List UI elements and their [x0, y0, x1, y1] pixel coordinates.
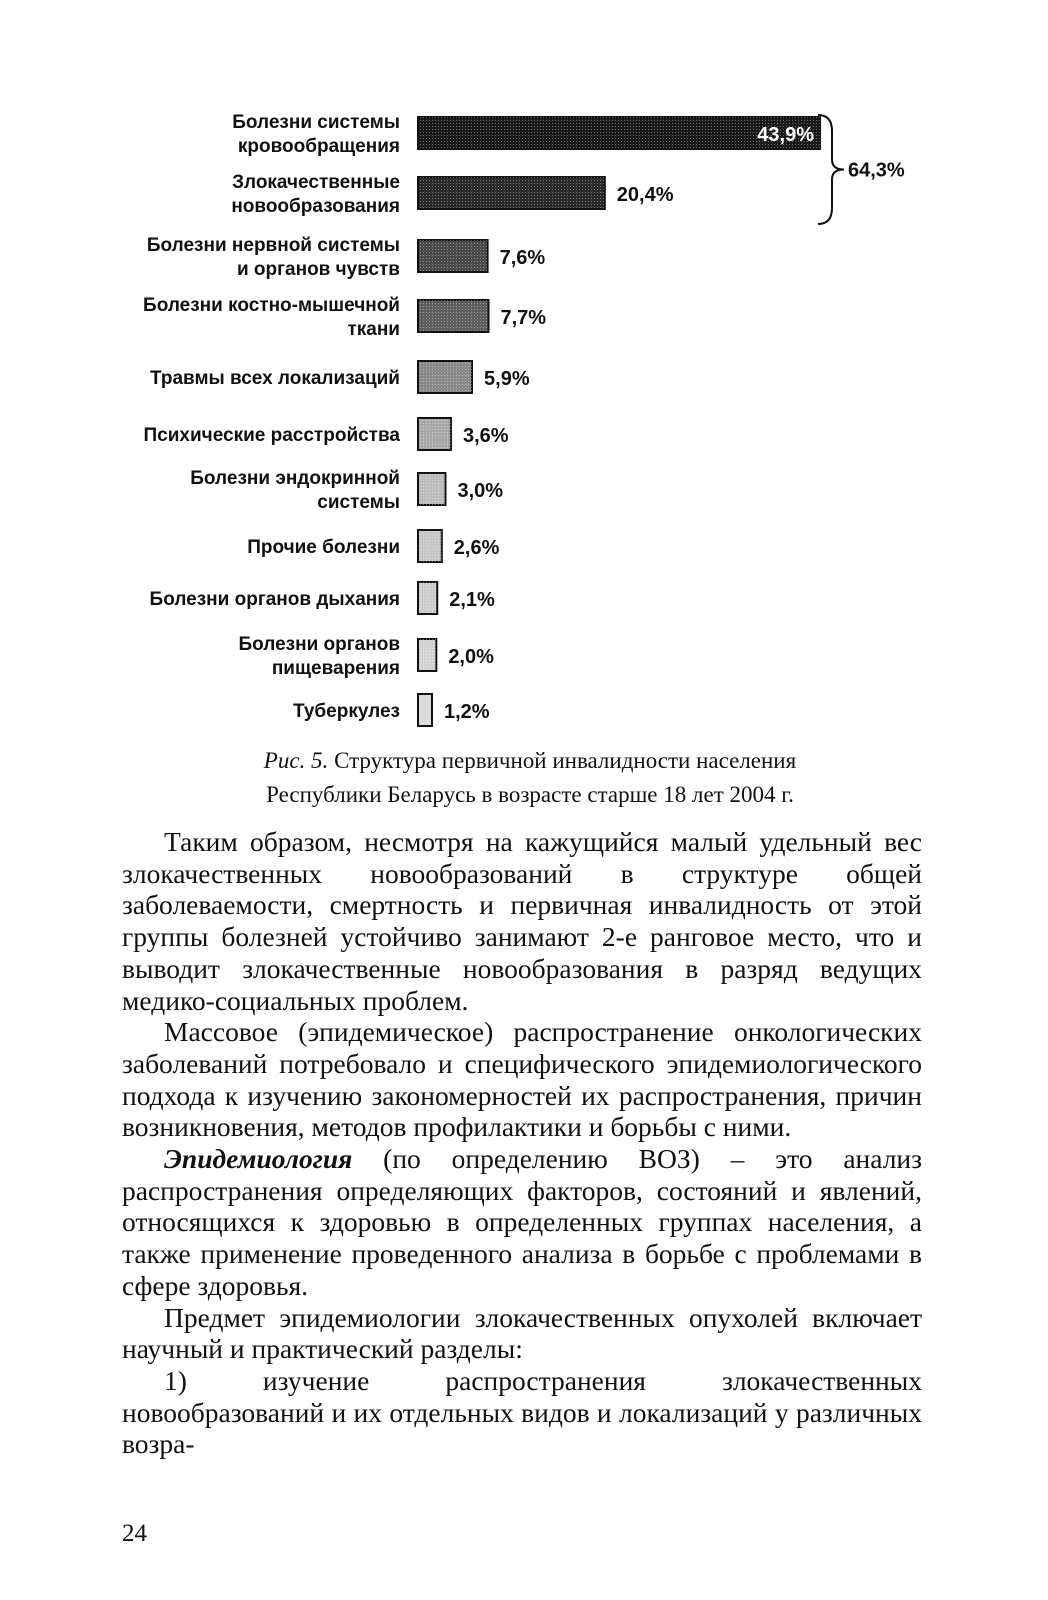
category-label-0: Болезни системы кровообращения [232, 112, 400, 157]
category-label-5: Психические расстройства [143, 425, 400, 446]
bar-texture-3 [418, 300, 489, 332]
bar-texture-1 [418, 177, 605, 209]
caption-line-1 [150, 744, 910, 778]
value-label-7: 2,6% [453, 537, 500, 559]
category-label-3: Болезни костно-мышечной ткани [143, 295, 400, 340]
value-label-0: 43,9% [757, 124, 814, 146]
bar-texture-8 [418, 582, 437, 614]
term-epidemiology: Эпидемиология [164, 1143, 353, 1175]
category-label-8: Болезни органов дыхания [149, 589, 400, 610]
value-label-4: 5,9% [484, 368, 530, 390]
category-label-7: Прочие болезни [247, 537, 400, 558]
page-number: 24 [122, 1520, 147, 1547]
category-label-1: Злокачественные новообразования [231, 172, 400, 217]
bars-layer [418, 117, 820, 726]
value-label-3: 7,7% [500, 307, 547, 329]
bar-texture-9 [418, 639, 436, 671]
value-label-5: 3,6% [462, 425, 509, 447]
bar-texture-5 [418, 418, 451, 450]
bar-texture-10 [418, 694, 432, 726]
caption-line-2: Республики Беларусь в возрасте старше 18 лет 2004 г. [266, 782, 794, 807]
category-label-6: Болезни эндокринной системы [190, 468, 400, 513]
value-label-6: 3,0% [457, 480, 504, 502]
body-text [122, 826, 922, 1460]
bar-texture-2 [418, 240, 488, 272]
category-labels-layer [143, 112, 400, 722]
paragraph-1: Таким образом, несмотря на кажущийся малый удельный вес злокачественных новообразований в структуре общей заболеваемости, смертность и первичная инвалидность от этой группы болезней устойчиво занимают 2-е ранговое место, что и выводит злокачественные новообразования в разряд ведущих медико-социальных проблем. [122, 826, 922, 1016]
paragraph-5: 1) изучение распространения злокачественных новообразований и их отдельных видов и локализаций у различных возра- [122, 1364, 922, 1460]
value-label-1: 20,4% [616, 184, 674, 206]
value-label-10: 1,2% [444, 701, 490, 723]
paragraph-4: Предмет эпидемиологии злокачественных опухолей включает научный и практический разделы: [122, 1301, 922, 1365]
disability-structure-bar-chart [0, 0, 1048, 740]
value-label-2: 7,6% [499, 247, 546, 269]
category-label-4: Травмы всех локализаций [149, 368, 400, 389]
paragraph-3-text: (по определению ВОЗ) – это анализ распространения определяющих факторов, состояний и явлений, относящихся к здоровью в определенных группах населения, а также применение проведенного анализа в борьбе с проблемами в сфере здоровья. [122, 1143, 922, 1301]
figure-caption [150, 744, 910, 812]
bracket-curve [818, 115, 844, 224]
sum-bracket [818, 115, 905, 224]
paragraph-2: Массовое (эпидемическое) распространение онкологических заболеваний потребовало и специфического эпидемиологического подхода к изучению закономерностей их распространения, причин возникновения, методов профилактики и борьбы с ними. [122, 1016, 922, 1143]
caption-text-1: Структура первичной инвалидности населения [334, 748, 797, 773]
category-label-2: Болезни нервной системы и органов чувств [146, 235, 400, 280]
bracket-sum-label: 64,3% [848, 159, 905, 182]
bar-texture-7 [418, 530, 442, 562]
bar-texture-4 [418, 361, 472, 393]
value-labels-layer [444, 124, 814, 723]
category-label-10: Туберкулез [292, 701, 400, 722]
value-label-8: 2,1% [449, 589, 495, 611]
category-label-9: Болезни органов пищеварения [238, 634, 400, 679]
paragraph-3 [122, 1143, 922, 1302]
bar-texture-6 [418, 473, 445, 505]
caption-figure-number: Рис. 5. [263, 748, 329, 773]
value-label-9: 2,0% [448, 646, 494, 668]
